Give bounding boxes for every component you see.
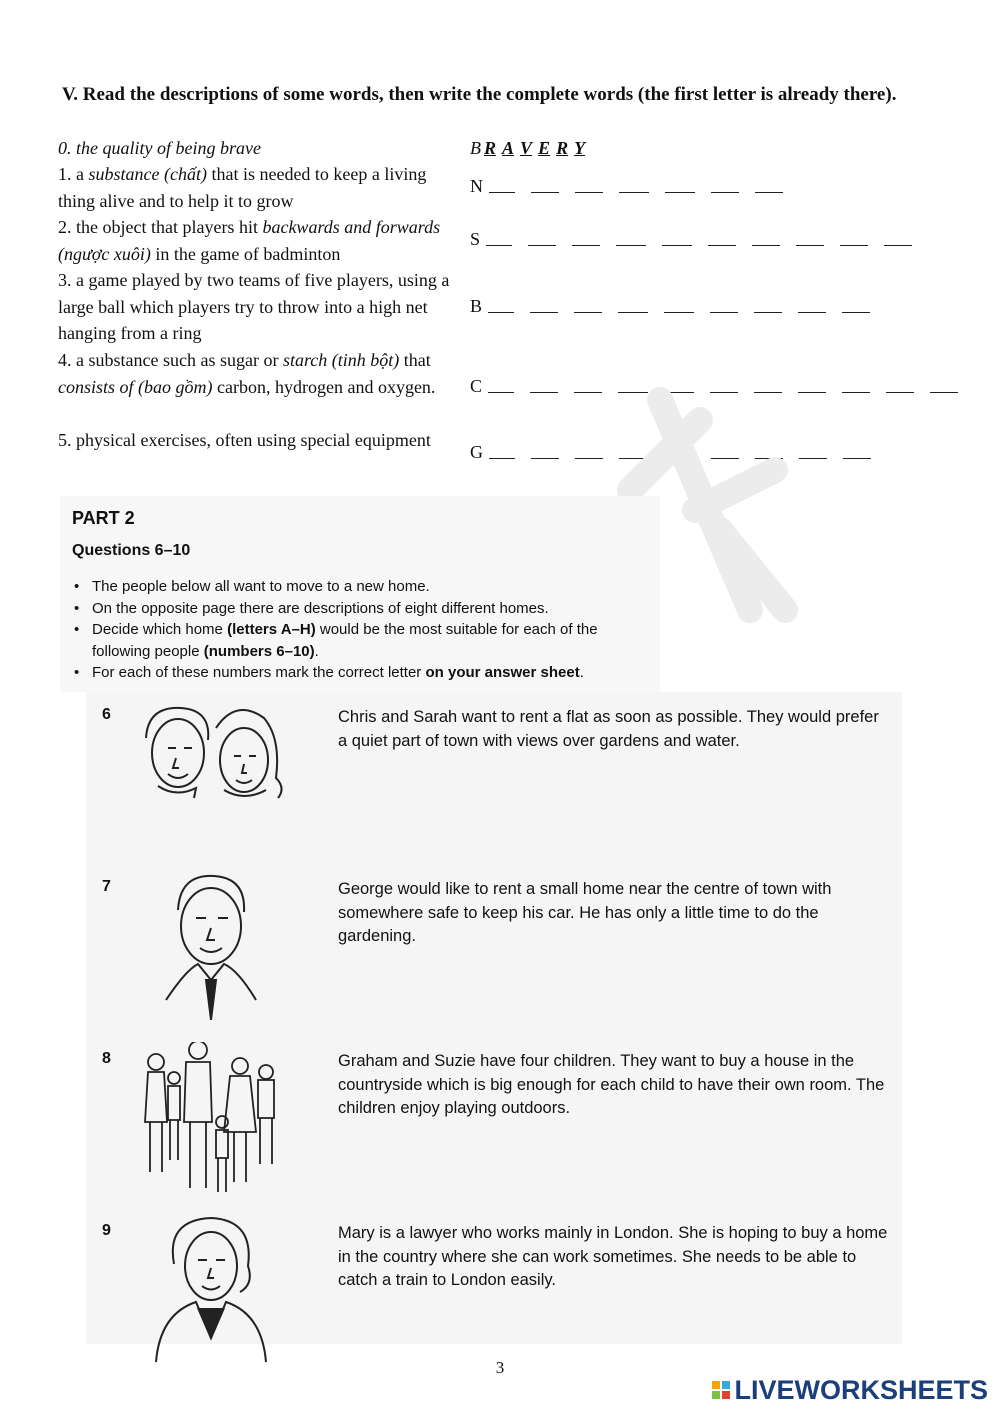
description-4: 4. a substance such as sugar or starch (tinh bột) that consists of (bao gồm) carbon, hydrogen and oxygen. — [58, 350, 436, 397]
instruction-item: • Decide which home (letters A–H) would be the most suitable for each of the following people (numbers 6–10). — [72, 619, 660, 662]
man-portrait-icon — [136, 870, 286, 1020]
person-description: Graham and Suzie have four children. They want to buy a house in the countryside which is big enough for each child to have their own room. The children enjoy playing outdoors. — [338, 1052, 885, 1117]
part2-instructions — [60, 496, 660, 692]
letter-blank[interactable] — [574, 391, 602, 393]
example-rest-letters — [481, 138, 588, 158]
description-2: 2. the object that players hit backwards and forwards (ngược xuôi) in the game of badminton — [58, 217, 441, 264]
first-letter: G — [470, 442, 483, 462]
example-letter: Y — [574, 138, 586, 158]
answer-row-1[interactable] — [470, 176, 799, 197]
letter-blank[interactable] — [884, 244, 912, 246]
example-letter: V — [520, 138, 533, 158]
letter-blank[interactable] — [488, 311, 514, 313]
glossed-term: starch (tinh bột) — [282, 350, 400, 370]
person-number: 8 — [102, 1050, 111, 1067]
letter-blank[interactable] — [755, 191, 783, 193]
description-1: 1. a substance (chất) that is needed to keep a living thing alive and to help it to grow — [58, 164, 427, 211]
example-first-letter: B — [470, 138, 481, 158]
exercise-heading: V. Read the descriptions of some words, then write the complete words (the first letter is already there). — [62, 84, 897, 105]
first-letter: C — [470, 376, 483, 396]
instruction-item: • The people below all want to move to a new home. — [72, 576, 660, 598]
instruction-list — [72, 576, 660, 684]
letter-blank[interactable] — [531, 191, 559, 193]
first-letter: N — [470, 176, 483, 196]
liveworksheets-logo — [712, 1376, 988, 1404]
letter-blank[interactable] — [708, 244, 736, 246]
glossed-term: backwards and forwards (ngược xuôi) — [58, 217, 441, 264]
person-description: Chris and Sarah want to rent a flat as soon as possible. They would prefer a quiet part of town with views over gardens and water. — [338, 708, 879, 750]
person-8 — [86, 1036, 902, 1196]
letter-blank[interactable] — [530, 391, 558, 393]
letter-blank[interactable] — [664, 311, 694, 313]
emphasis: (numbers 6–10) — [203, 642, 315, 660]
letter-blank[interactable] — [618, 311, 648, 313]
logo-icon — [712, 1381, 730, 1399]
description-5: 5. physical exercises, often using special equipment — [58, 430, 431, 450]
description-3: 3. a game played by two teams of five players, using a large ball which players try to throw into a high net hanging from a ring — [58, 270, 450, 343]
letter-blank[interactable] — [616, 244, 646, 246]
people-panel — [86, 692, 902, 1344]
letter-blank[interactable] — [840, 244, 868, 246]
answer-row-2[interactable] — [470, 229, 928, 250]
letter-blank[interactable] — [754, 311, 782, 313]
person-description: George would like to rent a small home near the centre of town with somewhere safe to keep his car. He has only a little time to do the gardening. — [338, 880, 832, 945]
letter-blank[interactable] — [486, 244, 512, 246]
couple-portrait-icon — [136, 698, 286, 848]
part-title: PART 2 — [72, 508, 135, 528]
person-9 — [86, 1208, 902, 1368]
family-portrait-icon — [136, 1042, 286, 1192]
letter-blank[interactable] — [489, 191, 515, 193]
glossed-term: substance (chất) — [88, 164, 207, 184]
letter-blank[interactable] — [528, 244, 556, 246]
emphasis: (letters A–H) — [227, 621, 316, 638]
example-letter: E — [538, 138, 551, 158]
instruction-item: • For each of these numbers mark the correct letter on your answer sheet. — [72, 662, 660, 684]
person-description: Mary is a lawyer who works mainly in London. She is hoping to buy a home in the country where she can work sometimes. She needs to be able to catch a train to London easily. — [338, 1224, 888, 1289]
person-7 — [86, 864, 902, 1024]
first-letter: S — [470, 229, 481, 249]
instruction-item: • On the opposite page there are descriptions of eight different homes. — [72, 598, 660, 620]
letter-blank[interactable] — [530, 311, 558, 313]
glossed-term: consists of (bao gồm) — [58, 376, 213, 397]
letter-blank[interactable] — [842, 311, 870, 313]
letter-blank[interactable] — [842, 391, 870, 393]
letter-blank[interactable] — [710, 311, 738, 313]
brand-name: LIVEWORKSHEETS — [734, 1374, 988, 1405]
letter-blank[interactable] — [575, 457, 603, 459]
example-letter: R — [556, 138, 569, 158]
letter-blank[interactable] — [531, 457, 559, 459]
questions-range: Questions 6–10 — [72, 542, 191, 559]
example-letter: A — [502, 138, 515, 158]
letter-blank[interactable] — [843, 457, 871, 459]
person-number: 7 — [102, 878, 111, 895]
example-text: 0. the quality of being brave — [58, 138, 261, 158]
letter-blank[interactable] — [798, 311, 826, 313]
letter-blank[interactable] — [711, 191, 739, 193]
example-answer — [470, 135, 588, 161]
letter-blank[interactable] — [489, 457, 515, 459]
emphasis: on your answer sheet — [425, 664, 580, 681]
letter-blank[interactable] — [575, 191, 603, 193]
woman-portrait-icon — [136, 1214, 286, 1364]
letter-blank[interactable] — [752, 244, 780, 246]
letter-blank[interactable] — [572, 244, 600, 246]
letter-blank[interactable] — [619, 191, 649, 193]
letter-blank[interactable] — [662, 244, 692, 246]
first-letter: B — [470, 296, 483, 316]
example-description — [58, 135, 458, 162]
example-letter: R — [484, 138, 497, 158]
person-number: 6 — [102, 706, 111, 723]
letter-blank[interactable] — [796, 244, 824, 246]
letter-blank[interactable] — [799, 457, 827, 459]
letter-blank[interactable] — [574, 311, 602, 313]
letter-blank[interactable] — [665, 191, 695, 193]
letter-blank[interactable] — [886, 391, 914, 393]
letter-blank[interactable] — [488, 391, 514, 393]
person-number: 9 — [102, 1222, 111, 1239]
letter-blank[interactable] — [798, 391, 826, 393]
answer-row-3[interactable] — [470, 296, 886, 317]
person-6 — [86, 692, 902, 852]
letter-blank[interactable] — [930, 391, 958, 393]
page-number: 3 — [495, 1358, 505, 1377]
